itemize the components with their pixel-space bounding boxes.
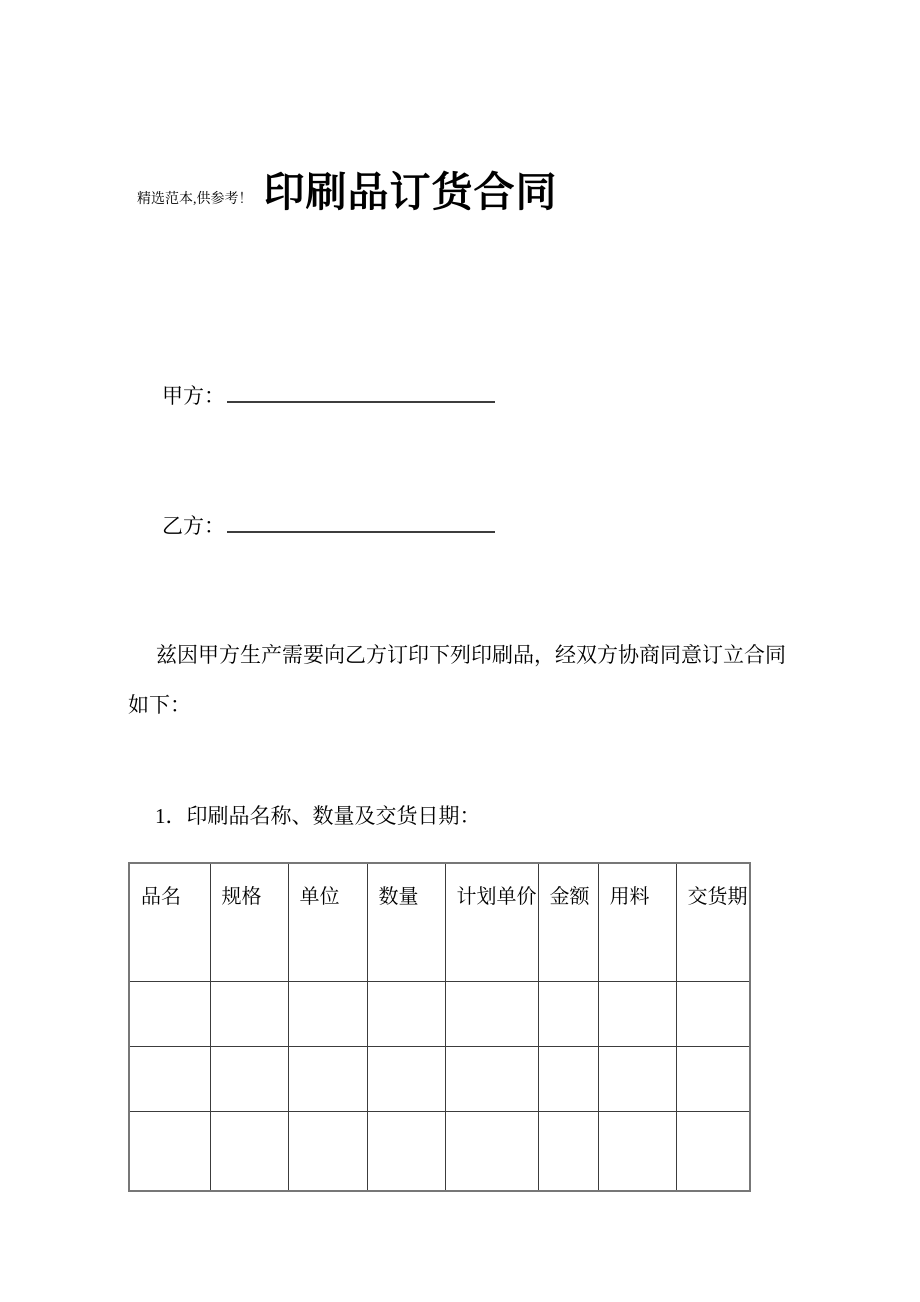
table-row — [129, 1046, 750, 1111]
section-1-heading: 1．印刷品名称、数量及交货日期： — [155, 804, 481, 828]
table-cell[interactable] — [598, 981, 676, 1046]
table-cell[interactable] — [367, 1046, 445, 1111]
party-a-label: 甲方： — [162, 384, 225, 408]
header-cell-amount: 金额 — [538, 863, 598, 981]
table-cell[interactable] — [538, 1111, 598, 1191]
header-cell-material: 用料 — [598, 863, 676, 981]
table-cell[interactable] — [676, 1046, 750, 1111]
table-cell[interactable] — [538, 981, 598, 1046]
table-cell[interactable] — [210, 981, 288, 1046]
table-cell[interactable] — [288, 1046, 367, 1111]
table-cell[interactable] — [288, 981, 367, 1046]
table-cell[interactable] — [676, 981, 750, 1046]
order-table — [128, 862, 751, 1192]
table-header-row — [129, 863, 750, 981]
table-row — [129, 981, 750, 1046]
table-cell[interactable] — [598, 1111, 676, 1191]
table-cell[interactable] — [367, 1111, 445, 1191]
header-note: 精选范本,供参考！ — [137, 192, 253, 207]
table-cell[interactable] — [129, 981, 210, 1046]
intro-line-2: 如下： — [128, 693, 191, 717]
table-cell[interactable] — [210, 1111, 288, 1191]
table-cell[interactable] — [676, 1111, 750, 1191]
page-title: 印刷品订货合同 — [263, 169, 558, 215]
header-cell-quantity: 数量 — [367, 863, 445, 981]
party-b-line — [162, 512, 495, 540]
party-a-blank-line[interactable] — [227, 387, 495, 403]
header-cell-delivery-date: 交货期 — [676, 863, 750, 981]
intro-line-1: 兹因甲方生产需要向乙方订印下列印刷品，经双方协商同意订立合同 — [156, 643, 786, 667]
table-cell[interactable] — [129, 1111, 210, 1191]
document-header — [137, 170, 558, 214]
table-cell[interactable] — [210, 1046, 288, 1111]
header-cell-product-name: 品名 — [129, 863, 210, 981]
table-cell[interactable] — [445, 1046, 538, 1111]
table-cell[interactable] — [538, 1046, 598, 1111]
party-b-blank-line[interactable] — [227, 517, 495, 533]
party-b-label: 乙方： — [162, 514, 225, 538]
table-cell[interactable] — [445, 1111, 538, 1191]
table-cell[interactable] — [288, 1111, 367, 1191]
header-cell-specification: 规格 — [210, 863, 288, 981]
table-cell[interactable] — [129, 1046, 210, 1111]
header-cell-unit: 单位 — [288, 863, 367, 981]
table-row — [129, 1111, 750, 1191]
table-cell[interactable] — [598, 1046, 676, 1111]
table-cell[interactable] — [445, 981, 538, 1046]
header-cell-planned-unit-price: 计划单价 — [445, 863, 538, 981]
party-a-line — [162, 382, 495, 410]
table-cell[interactable] — [367, 981, 445, 1046]
intro-paragraph — [128, 630, 786, 730]
